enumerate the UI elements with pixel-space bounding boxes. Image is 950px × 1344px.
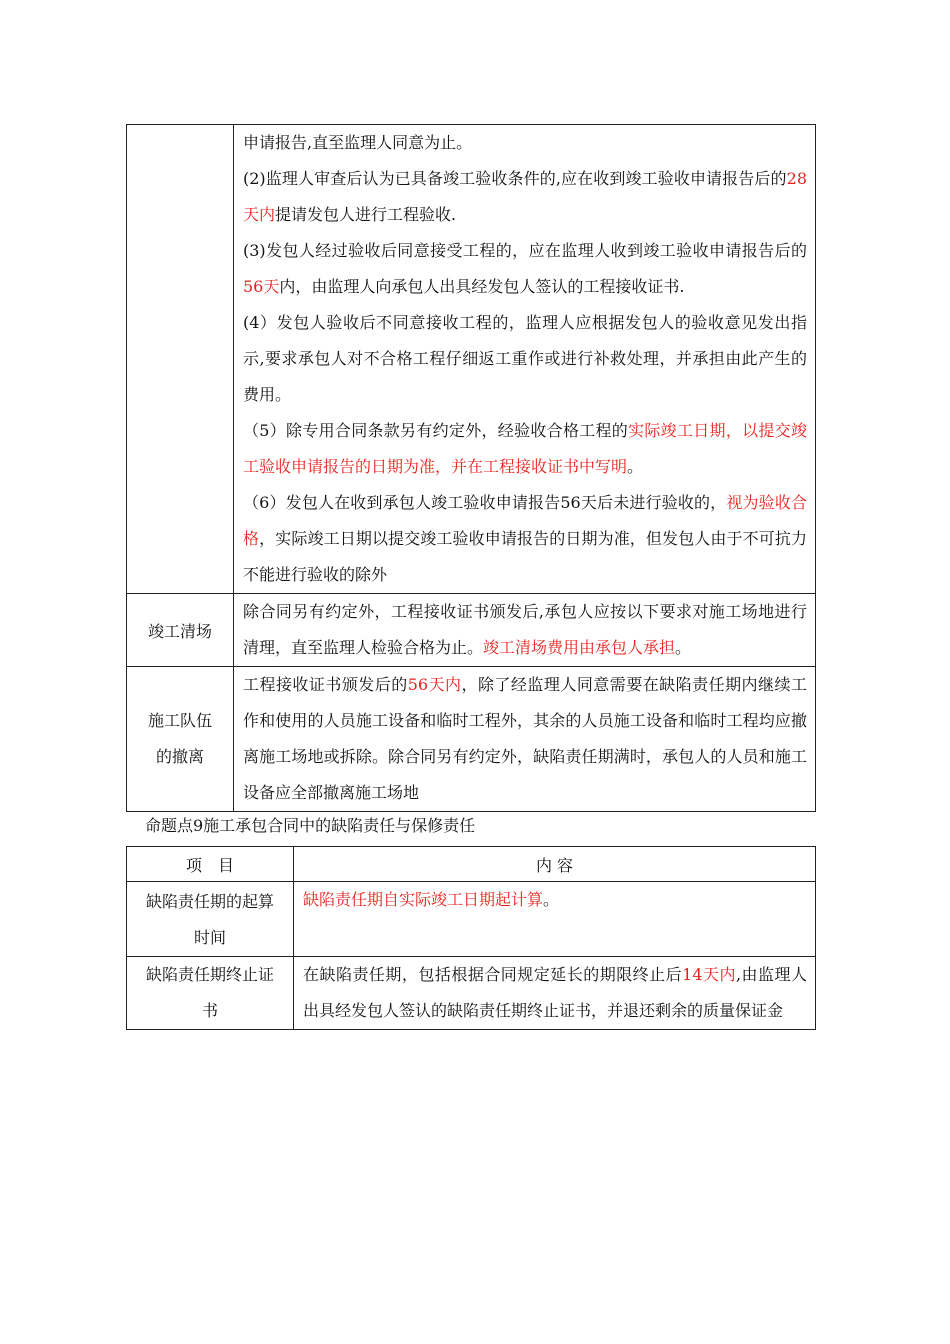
row-label-text: 竣工清场 xyxy=(147,621,212,641)
paragraph xyxy=(303,882,807,918)
table-row xyxy=(127,125,816,594)
header-content: 内 容 xyxy=(294,847,816,882)
rich-cell xyxy=(294,882,816,957)
row-label xyxy=(127,882,294,957)
text-run: 申请报告,直至监理人同意为止。 xyxy=(243,133,473,152)
section-caption: 命题点9施工承包合同中的缺陷责任与保修责任 xyxy=(145,816,476,835)
row-label-text: 书 xyxy=(201,1001,218,1020)
text-run: 内，由监理人向承包人出具经发包人签认的工程接收证书. xyxy=(279,277,685,296)
highlight-text: 视为验收合格 xyxy=(243,493,807,548)
paragraph xyxy=(243,485,807,593)
text-run: 在缺陷责任期，包括根据合同规定延长的期限终止后 xyxy=(303,965,683,984)
text-run: 。 xyxy=(627,457,644,476)
highlight-text: 56天内 xyxy=(407,675,462,694)
rich-cell xyxy=(234,594,816,667)
text-run: 工程接收证书颁发后的 xyxy=(243,675,408,694)
highlight-text: 实际竣工日期，以提交竣工验收申请报告的日期为准，并在工程接收证书中写明 xyxy=(243,421,807,476)
table-row xyxy=(127,957,816,1030)
row-label xyxy=(127,957,294,1030)
row-label-text: 时间 xyxy=(193,928,226,947)
table-row xyxy=(127,667,816,812)
rich-cell xyxy=(234,125,816,594)
text-run: （5）除专用合同条款另有约定外，经验收合格工程的 xyxy=(243,421,629,440)
text-run: (2)监理人审查后认为已具备竣工验收条件的,应在收到竣工验收申请报告后的 xyxy=(243,169,787,188)
text-run: 。 xyxy=(543,890,560,909)
empty-label-cell xyxy=(127,125,234,594)
table-header-row xyxy=(127,847,816,882)
rich-cell xyxy=(234,667,816,812)
text-run: ,由监理人出具经发包人签认的缺陷责任期终止证书，并退还剩余的质量保证金 xyxy=(303,965,807,1020)
text-run: ，实际竣工日期以提交竣工验收申请报告的日期为准，但发包人由于不可抗力不能进行验收的除外 xyxy=(243,529,807,584)
rich-cell xyxy=(294,957,816,1030)
highlight-text: 28天内 xyxy=(243,169,807,224)
completion-table xyxy=(126,124,816,812)
row-label-text: 缺陷责任期终止证 xyxy=(145,965,274,984)
text-run: (4）发包人验收后不同意接收工程的，监理人应根据发包人的验收意见发出指示,要求承包人对不合格工程仔细返工重作或进行补救处理，并承担由此产生的费用。 xyxy=(243,313,807,404)
paragraph xyxy=(243,233,807,305)
text-run: ，除了经监理人同意需要在缺陷责任期内继续工作和使用的人员施工设备和临时工程外，其余的人员施工设备和临时工程均应撤离施工场地或拆除。除合同另有约定外，缺陷责任期满时，承包人的人员和施工设备应全部撤离施工场地 xyxy=(243,675,807,802)
paragraph xyxy=(243,667,807,811)
highlight-text: 竣工清场费用由承包人承担 xyxy=(483,638,676,657)
defect-liability-table xyxy=(126,846,816,1030)
paragraph xyxy=(243,594,807,666)
text-run: 提请发包人进行工程验收. xyxy=(275,205,457,224)
text-run: 除合同另有约定外，工程接收证书颁发后,承包人应按以下要求对施工场地进行清理，直至监理人检验合格为止。 xyxy=(243,602,807,657)
table-row xyxy=(127,882,816,957)
paragraph xyxy=(243,413,807,485)
header-item: 项 目 xyxy=(127,847,294,882)
row-label xyxy=(127,594,234,667)
text-run: (3)发包人经过验收后同意接受工程的，应在监理人收到竣工验收申请报告后的 xyxy=(243,241,807,260)
highlight-text: 56天 xyxy=(243,277,280,296)
row-label-text: 的撤离 xyxy=(155,747,204,766)
text-run: 。 xyxy=(675,638,692,657)
row-label-text: 缺陷责任期的起算 xyxy=(145,892,274,911)
paragraph xyxy=(243,125,807,161)
table-row xyxy=(127,594,816,667)
row-label xyxy=(127,667,234,812)
text-run: （6）发包人在收到承包人竣工验收申请报告56天后未进行验收的， xyxy=(243,493,727,512)
highlight-text: 缺陷责任期自实际竣工日期起计算 xyxy=(303,890,544,909)
row-label-text: 施工队伍 xyxy=(147,711,212,730)
paragraph xyxy=(243,161,807,233)
paragraph xyxy=(243,305,807,413)
highlight-text: 14天内 xyxy=(682,965,736,984)
paragraph xyxy=(303,957,807,1029)
